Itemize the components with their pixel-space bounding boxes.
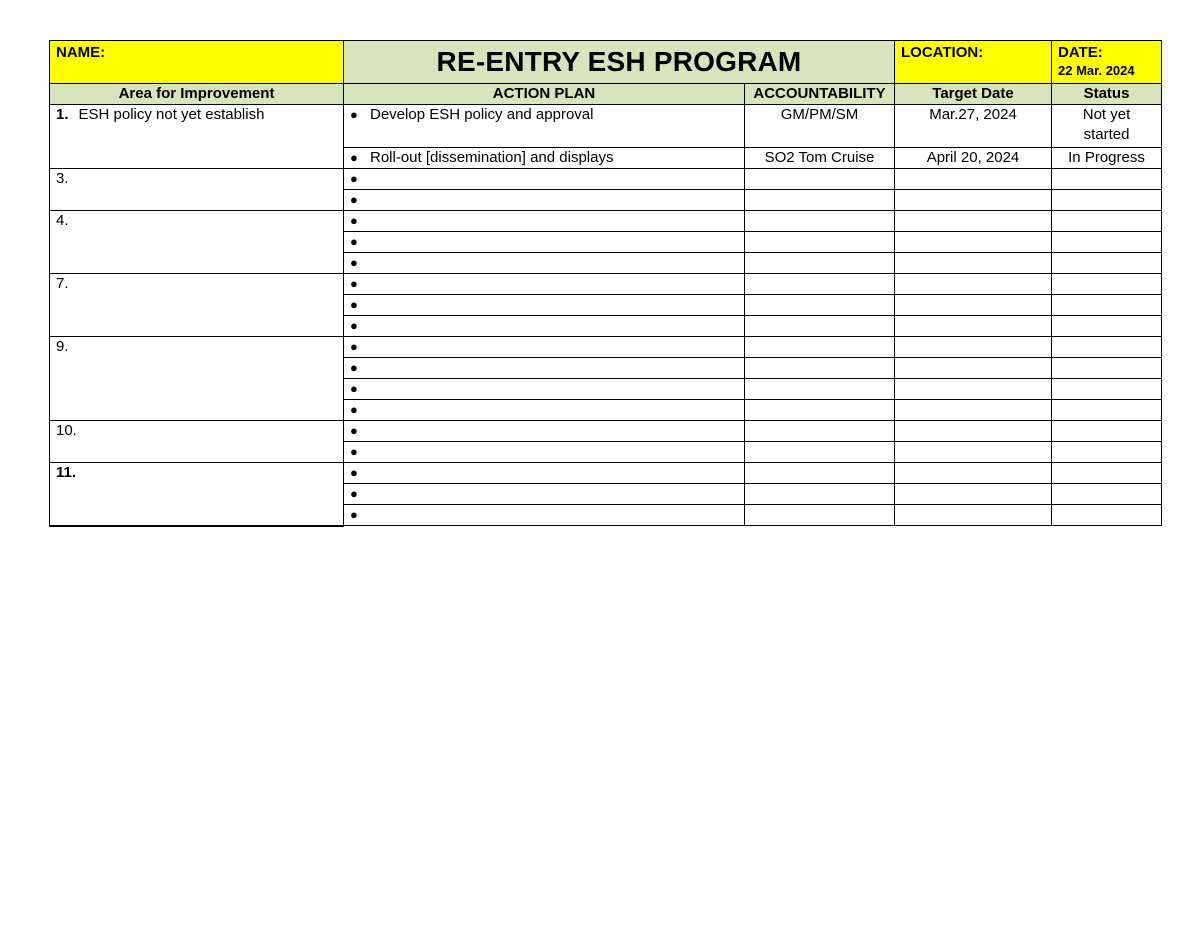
accountability-cell[interactable] (745, 505, 895, 526)
table-row (50, 211, 1162, 232)
bullet-icon: ● (350, 213, 358, 228)
accountability-cell[interactable] (745, 211, 895, 232)
bullet-icon: ● (350, 297, 358, 312)
action-plan-cell[interactable] (344, 105, 745, 148)
bullet-icon: ● (350, 318, 358, 333)
date-label: DATE: (1058, 44, 1103, 61)
table-row (50, 105, 1162, 148)
status-cell[interactable]: Not yet started (1052, 105, 1162, 148)
bullet-icon: ● (350, 150, 358, 165)
area-number: 9. (56, 338, 69, 355)
bullet-icon: ● (350, 381, 358, 396)
accountability-cell[interactable] (745, 421, 895, 442)
status-cell[interactable] (1052, 421, 1162, 442)
esh-program-sheet (49, 40, 1161, 527)
column-header-action-plan: ACTION PLAN (344, 84, 745, 105)
name-label: NAME: (56, 44, 106, 61)
accountability-cell[interactable] (745, 232, 895, 253)
target-date-cell[interactable] (895, 337, 1052, 358)
area-cell[interactable] (50, 463, 344, 526)
area-number: 7. (56, 275, 69, 292)
status-cell[interactable] (1052, 442, 1162, 463)
area-number: 1. (56, 106, 69, 123)
bullet-icon: ● (350, 402, 358, 417)
action-plan-cell[interactable] (344, 190, 745, 211)
area-cell[interactable] (50, 105, 344, 169)
accountability-cell[interactable] (745, 169, 895, 190)
target-date-cell[interactable] (895, 232, 1052, 253)
status-cell[interactable] (1052, 295, 1162, 316)
accountability-cell[interactable] (745, 463, 895, 484)
status-cell[interactable] (1052, 253, 1162, 274)
area-cell[interactable] (50, 337, 344, 421)
status-cell[interactable] (1052, 190, 1162, 211)
action-plan-cell[interactable] (344, 379, 745, 400)
page-title: RE-ENTRY ESH PROGRAM (344, 41, 895, 84)
bullet-icon: ● (350, 486, 358, 501)
area-number: 11. (56, 464, 77, 481)
status-cell[interactable] (1052, 505, 1162, 526)
target-date-cell[interactable] (895, 442, 1052, 463)
status-cell[interactable] (1052, 358, 1162, 379)
accountability-cell[interactable]: SO2 Tom Cruise (745, 148, 895, 169)
area-number: 3. (56, 170, 69, 187)
target-date-cell[interactable]: April 20, 2024 (895, 148, 1052, 169)
target-date-cell[interactable] (895, 190, 1052, 211)
accountability-cell[interactable] (745, 316, 895, 337)
action-plan-cell[interactable] (344, 484, 745, 505)
status-cell[interactable] (1052, 211, 1162, 232)
action-plan-cell[interactable] (344, 505, 745, 526)
target-date-cell[interactable] (895, 505, 1052, 526)
status-cell[interactable] (1052, 400, 1162, 421)
target-date-cell[interactable] (895, 169, 1052, 190)
target-date-cell[interactable] (895, 379, 1052, 400)
action-plan-cell[interactable] (344, 442, 745, 463)
action-plan-cell[interactable] (344, 169, 745, 190)
area-cell[interactable] (50, 421, 344, 463)
target-date-cell[interactable]: Mar.27, 2024 (895, 105, 1052, 148)
status-cell[interactable] (1052, 274, 1162, 295)
bullet-icon: ● (350, 465, 358, 480)
column-header-status: Status (1052, 84, 1162, 105)
target-date-cell[interactable] (895, 421, 1052, 442)
location-label: LOCATION: (901, 44, 984, 61)
table-row (50, 421, 1162, 442)
accountability-cell[interactable] (745, 484, 895, 505)
esh-program-table (49, 40, 1162, 527)
accountability-cell[interactable] (745, 337, 895, 358)
bullet-icon: ● (350, 234, 358, 249)
status-cell[interactable] (1052, 316, 1162, 337)
area-text: ESH policy not yet establish (78, 106, 265, 123)
target-date-cell[interactable] (895, 295, 1052, 316)
accountability-cell[interactable] (745, 253, 895, 274)
bullet-icon: ● (350, 276, 358, 291)
column-header-accountability: ACCOUNTABILITY (745, 84, 895, 105)
action-plan-cell[interactable] (344, 337, 745, 358)
status-cell[interactable] (1052, 337, 1162, 358)
area-cell[interactable] (50, 169, 344, 211)
status-cell[interactable] (1052, 484, 1162, 505)
bullet-icon: ● (350, 444, 358, 459)
name-cell[interactable] (50, 41, 344, 84)
target-date-cell[interactable] (895, 484, 1052, 505)
date-value: 22 Mar. 2024 (1058, 63, 1135, 78)
column-header-row (50, 84, 1162, 105)
target-date-cell[interactable] (895, 358, 1052, 379)
table-row (50, 337, 1162, 358)
target-date-cell[interactable] (895, 211, 1052, 232)
action-plan-cell[interactable] (344, 463, 745, 484)
table-row (50, 463, 1162, 484)
accountability-cell[interactable] (745, 190, 895, 211)
column-header-area: Area for Improvement (50, 84, 344, 105)
target-date-cell[interactable] (895, 253, 1052, 274)
action-plan-text: Roll-out [dissemination] and displays (370, 149, 614, 166)
action-plan-cell[interactable] (344, 421, 745, 442)
status-cell[interactable]: In Progress (1052, 148, 1162, 169)
action-plan-cell[interactable] (344, 274, 745, 295)
action-plan-text: Develop ESH policy and approval (370, 106, 594, 123)
target-date-cell[interactable] (895, 400, 1052, 421)
title-row (50, 41, 1162, 84)
column-header-target-date: Target Date (895, 84, 1052, 105)
status-cell[interactable] (1052, 463, 1162, 484)
table-row (50, 274, 1162, 295)
area-cell[interactable] (50, 274, 344, 337)
bullet-icon: ● (350, 339, 358, 354)
table-row (50, 169, 1162, 190)
bullet-icon: ● (350, 107, 358, 122)
target-date-cell[interactable] (895, 274, 1052, 295)
accountability-cell[interactable] (745, 442, 895, 463)
bullet-icon: ● (350, 255, 358, 270)
bullet-icon: ● (350, 507, 358, 522)
bullet-icon: ● (350, 423, 358, 438)
area-number: 4. (56, 212, 69, 229)
action-plan-cell[interactable] (344, 253, 745, 274)
bullet-icon: ● (350, 360, 358, 375)
action-plan-cell[interactable] (344, 295, 745, 316)
accountability-cell[interactable] (745, 295, 895, 316)
action-plan-cell[interactable] (344, 148, 745, 169)
status-cell[interactable] (1052, 379, 1162, 400)
table-body (50, 105, 1162, 526)
area-number: 10. (56, 422, 77, 439)
action-plan-cell[interactable] (344, 316, 745, 337)
accountability-cell[interactable] (745, 400, 895, 421)
location-cell[interactable] (895, 41, 1052, 84)
area-cell[interactable] (50, 211, 344, 274)
target-date-cell[interactable] (895, 316, 1052, 337)
action-plan-cell[interactable] (344, 232, 745, 253)
target-date-cell[interactable] (895, 463, 1052, 484)
accountability-cell[interactable] (745, 379, 895, 400)
bullet-icon: ● (350, 192, 358, 207)
status-cell[interactable] (1052, 232, 1162, 253)
date-cell[interactable] (1052, 41, 1162, 84)
status-cell[interactable] (1052, 169, 1162, 190)
action-plan-cell[interactable] (344, 358, 745, 379)
bullet-icon: ● (350, 171, 358, 186)
action-plan-cell[interactable] (344, 400, 745, 421)
accountability-cell[interactable] (745, 274, 895, 295)
accountability-cell[interactable] (745, 358, 895, 379)
accountability-cell[interactable]: GM/PM/SM (745, 105, 895, 148)
action-plan-cell[interactable] (344, 211, 745, 232)
